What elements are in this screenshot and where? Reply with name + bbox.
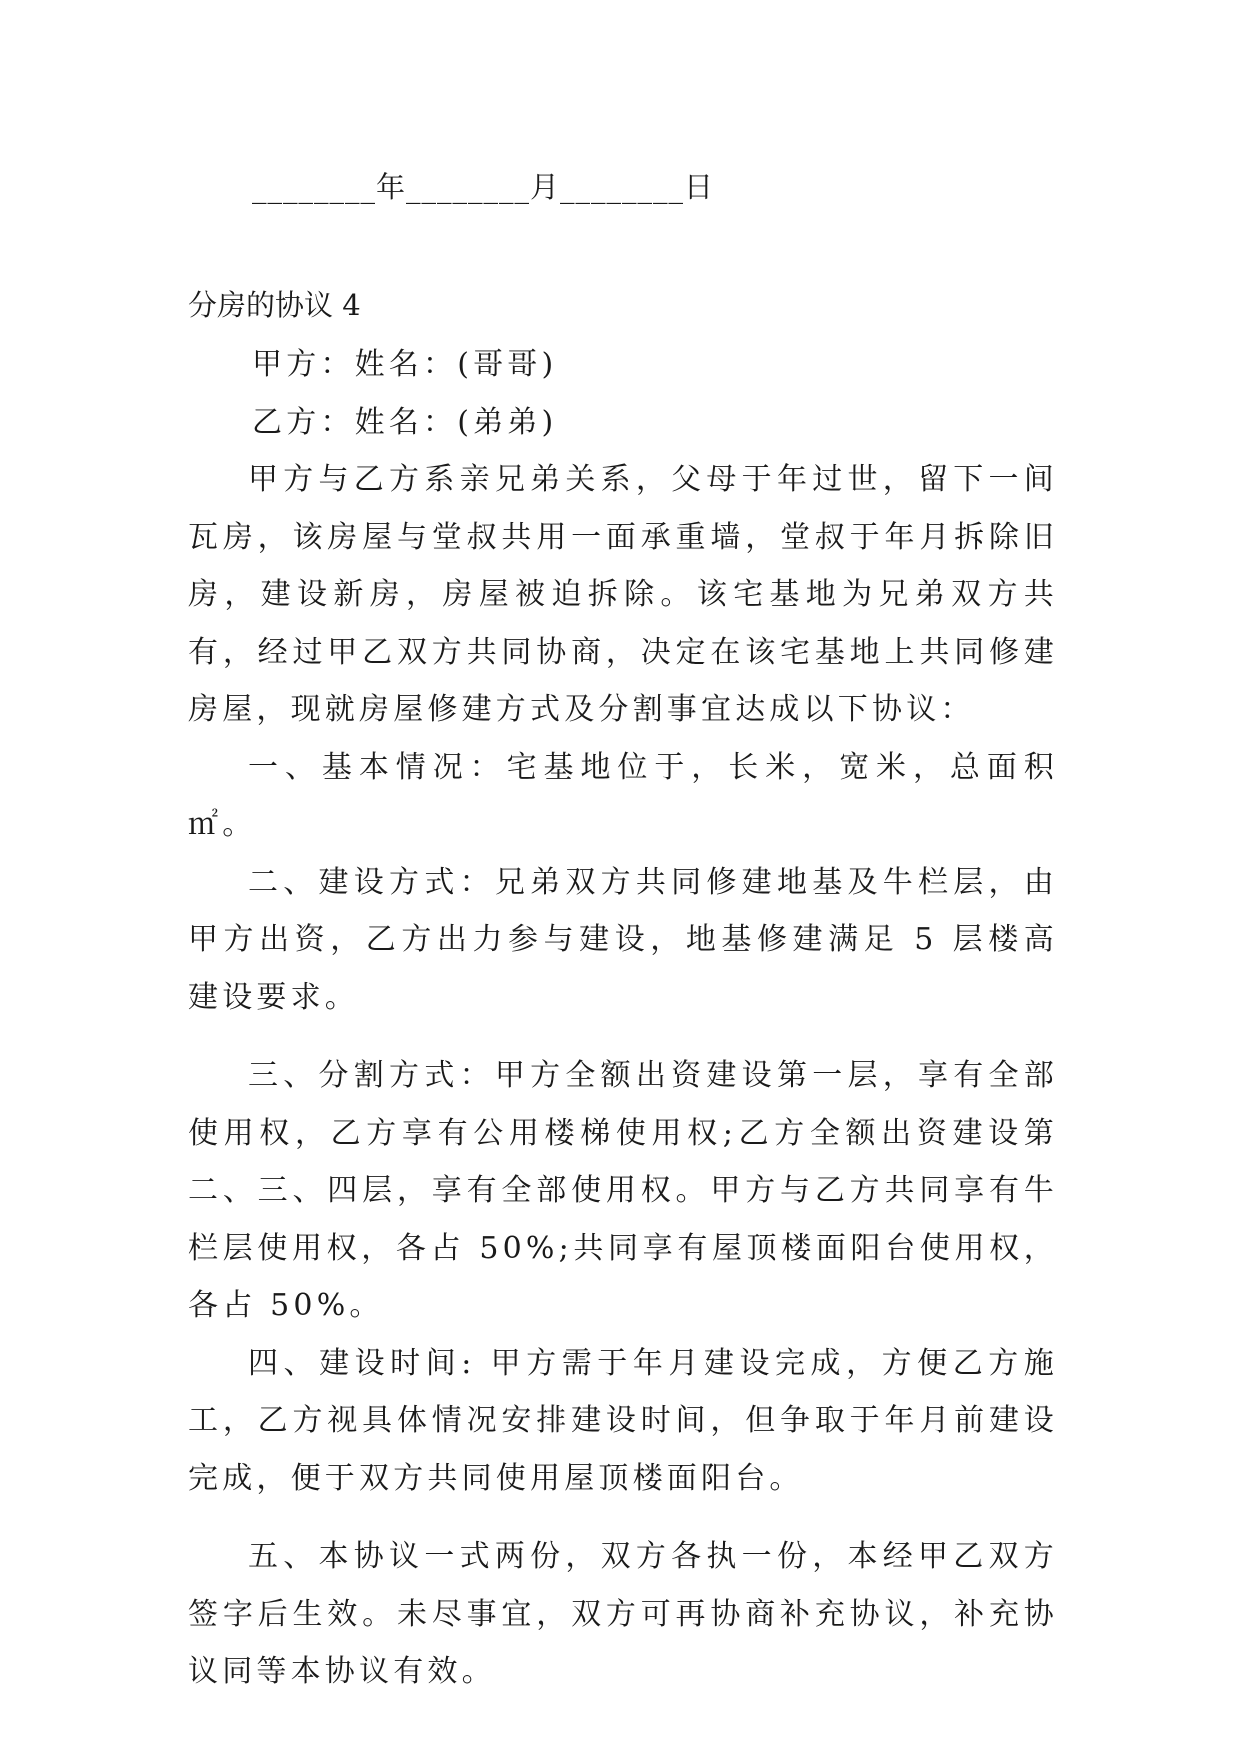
paragraph-division-method: 三、分割方式：甲方全额出资建设第一层，享有全部使用权，乙方享有公用楼梯使用权;乙方全额出资建设第二、三、四层，享有全部使用权。甲方与乙方共同享有牛栏层使用权，各占 50%;共同享有屋顶楼面阳台使用权，各占 50%。 xyxy=(188,1058,1058,1323)
agreement-body xyxy=(188,336,1058,1701)
paragraph-basic-info: 一、基本情况：宅基地位于，长米，宽米，总面积㎡。 xyxy=(188,749,1058,842)
party-b-line: 乙方：姓名：(弟弟) xyxy=(252,404,558,440)
paragraph-background: 甲方与乙方系亲兄弟关系，父母于年过世，留下一间瓦房，该房屋与堂叔共用一面承重墙，堂叔于年月拆除旧房，建设新房，房屋被迫拆除。该宅基地为兄弟双方共有，经过甲乙双方共同协商，决定在该宅基地上共同修建房屋，现就房屋修建方式及分割事宜达成以下协议： xyxy=(188,462,1058,727)
agreement-title: 分房的协议 4 xyxy=(188,288,361,322)
paragraph-construction-time: 四、建设时间: 甲方需于年月建设完成，方便乙方施工，乙方视具体情况安排建设时间，但争取于年月前建设完成，便于双方共同使用屋顶楼面阳台。 xyxy=(188,1345,1058,1496)
paragraph-construction-method: 二、建设方式：兄弟双方共同修建地基及牛栏层，由甲方出资，乙方出力参与建设，地基修建满足 5 层楼高建设要求。 xyxy=(188,864,1058,1015)
paragraph-copies-effect: 五、本协议一式两份，双方各执一份，本经甲乙双方签字后生效。未尽事宜，双方可再协商补充协议，补充协议同等本协议有效。 xyxy=(188,1539,1058,1689)
date-line: ________年________月________日 xyxy=(252,170,715,204)
party-a-line: 甲方：姓名：(哥哥) xyxy=(252,347,558,382)
